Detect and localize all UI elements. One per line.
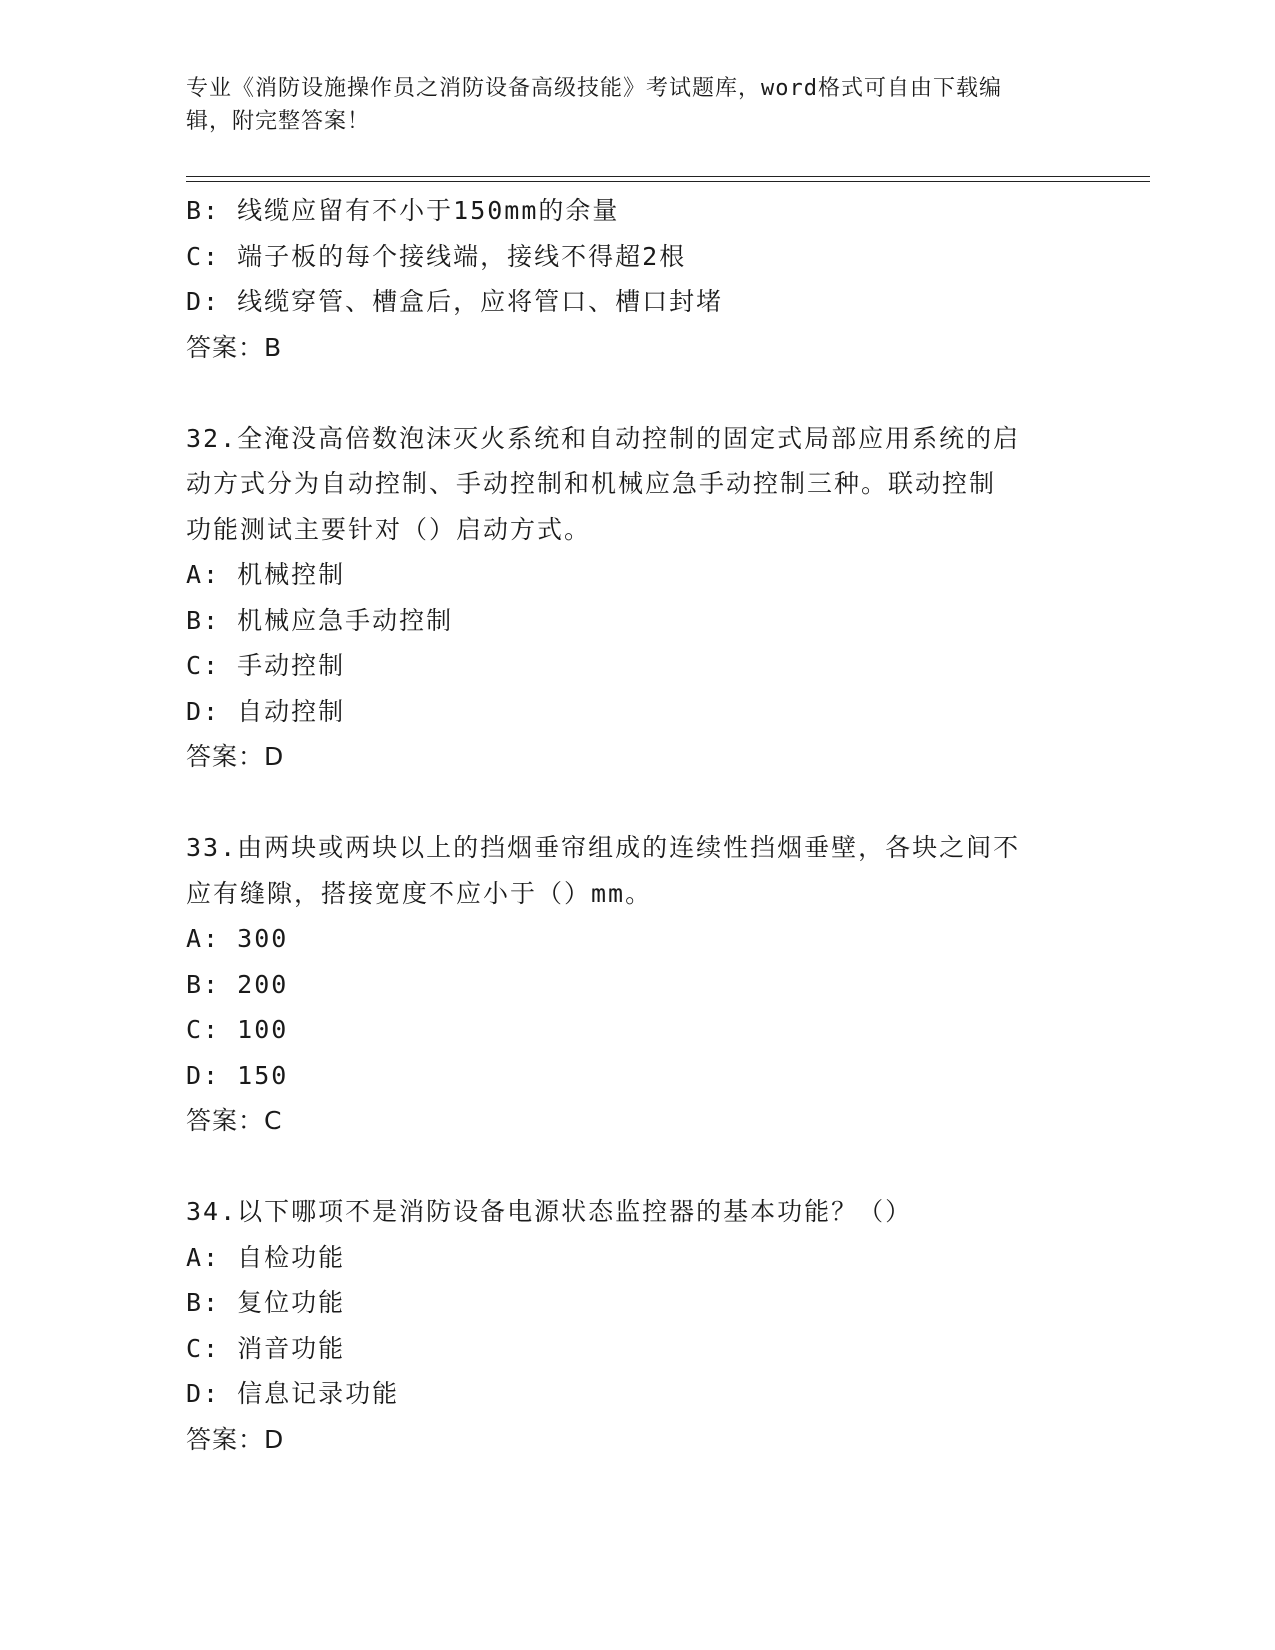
header-line-2: 辑，附完整答案！	[186, 109, 371, 134]
question-stem: 33.由两块或两块以上的挡烟垂帘组成的连续性挡烟垂壁，各块之间不	[186, 833, 1021, 862]
option-b: B: 线缆应留有不小于150mm的余量	[186, 196, 620, 225]
spacer	[186, 370, 1076, 416]
option-b: B: 机械应急手动控制	[186, 605, 454, 635]
option-d: D: 线缆穿管、槽盒后，应将管口、槽口封堵	[186, 287, 724, 316]
option-a: A: 300	[186, 924, 289, 953]
option-c: C: 端子板的每个接线端，接线不得超2根	[186, 241, 687, 271]
question-stem: 功能测试主要针对（）启动方式。	[186, 514, 592, 544]
option-b: B: 200	[186, 969, 289, 999]
option-c: C: 手动控制	[186, 651, 346, 680]
option-d: D: 信息记录功能	[186, 1379, 400, 1408]
question-block-34	[186, 1189, 1076, 1462]
header-divider-top	[186, 176, 1150, 177]
option-c: C: 100	[186, 1015, 289, 1044]
question-stem: 动方式分为自动控制、手动控制和机械应急手动控制三种。联动控制	[186, 469, 997, 498]
answer-line: 答案：C	[186, 1106, 283, 1135]
question-block-32	[186, 416, 1076, 780]
question-stem: 应有缝隙，搭接宽度不应小于（）mm。	[186, 878, 653, 908]
header-line-1: 专业《消防设施操作员之消防设备高级技能》考试题库，word格式可自由下载编	[186, 76, 1002, 101]
answer-line: 答案：D	[186, 742, 285, 771]
answer-line: 答案：B	[186, 332, 283, 362]
option-d: D: 自动控制	[186, 696, 346, 726]
document-header	[186, 72, 1076, 138]
question-list	[186, 188, 1076, 1462]
spacer	[186, 780, 1076, 826]
question-block-33	[186, 825, 1076, 1144]
header-divider-bottom	[186, 181, 1150, 182]
answer-line: 答案：D	[186, 1424, 285, 1454]
option-b: B: 复位功能	[186, 1288, 346, 1317]
option-a: A: 机械控制	[186, 560, 346, 589]
spacer	[186, 1144, 1076, 1190]
option-d: D: 150	[186, 1060, 289, 1090]
option-a: A: 自检功能	[186, 1242, 346, 1272]
option-c: C: 消音功能	[186, 1333, 346, 1363]
question-stem: 32.全淹没高倍数泡沫灭火系统和自动控制的固定式局部应用系统的启	[186, 423, 1021, 453]
question-block-31	[186, 188, 1076, 370]
question-stem: 34.以下哪项不是消防设备电源状态监控器的基本功能？（）	[186, 1197, 913, 1226]
